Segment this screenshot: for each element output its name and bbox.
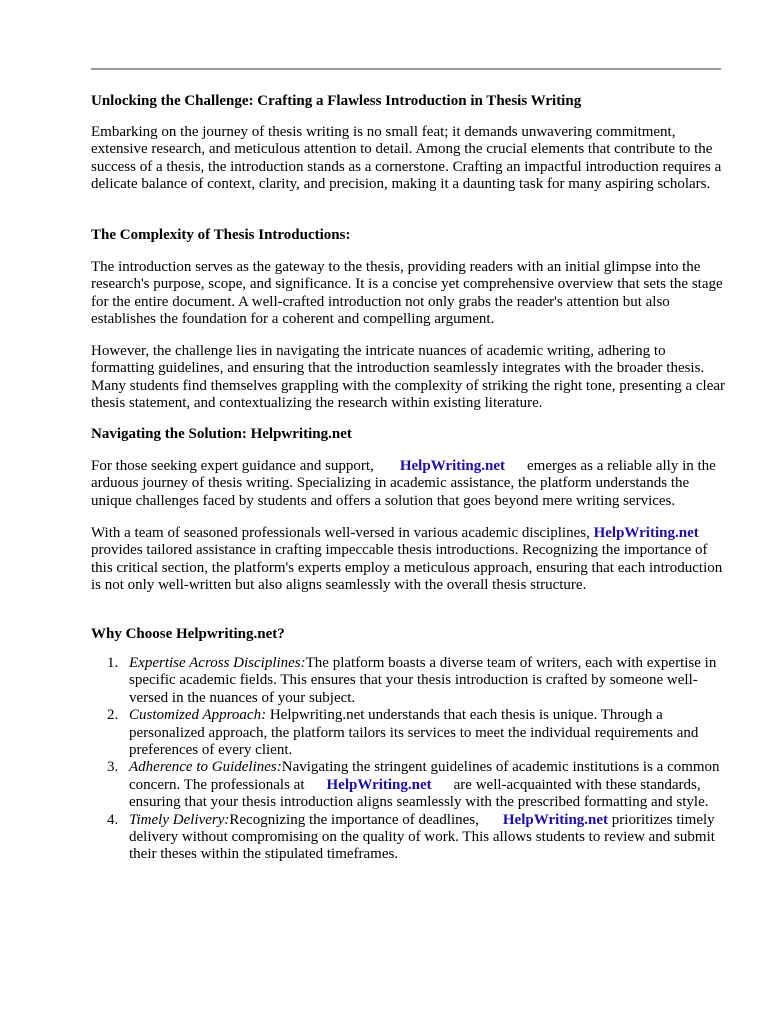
list-item-text-before: Navigating the stringent guidelines of academic institutions is a common concern. The professionals at	[129, 759, 720, 793]
list-item-label: Adherence to Guidelines:	[129, 759, 282, 776]
reasons-list	[91, 655, 727, 864]
list-number: 1.	[107, 655, 119, 671]
list-item-label: Customized Approach:	[129, 707, 267, 724]
solution-p2-before: With a team of seasoned professionals well-versed in various academic disciplines,	[91, 525, 590, 541]
list-item	[91, 812, 727, 864]
complexity-paragraph-1: The introduction serves as the gateway to the thesis, providing readers with an initial glimpse into the research's purpose, scope, and significance. It is a concise yet comprehensive overview that sets the stage for the entire document. A well-crafted introduction not only grabs the reader's attention but also establishes the foundation for a coherent and compelling argument.	[91, 259, 723, 328]
list-item	[91, 707, 727, 759]
solution-p1-after: emerges as a reliable ally in the arduous journey of thesis writing. Specializing in academic assistance, the platform understands the unique challenges faced by students and offers a solution that goes beyond mere writing services.	[91, 458, 716, 509]
list-item-text: The platform boasts a diverse team of writers, each with expertise in specific academic fields. This ensures that your thesis introduction is crafted by someone well-versed in the nuances of your subject.	[129, 655, 717, 706]
complexity-paragraph-2: However, the challenge lies in navigating the intricate nuances of academic writing, adhering to formatting guidelines, and ensuring that the introduction seamlessly integrates with the broader thesis. Many students find themselves grappling with the complexity of striking the right tone, presenting a clear thesis statement, and contextualizing the research within existing literature.	[91, 343, 726, 412]
list-item	[91, 759, 727, 811]
solution-heading: Navigating the Solution: Helpwriting.net	[91, 426, 352, 442]
list-number: 4.	[107, 811, 119, 828]
list-item-text-after: are well-acquainted with these standards, ensuring that your thesis introduction aligns seamlessly with the prescribed formatting and style.	[129, 776, 709, 811]
list-item-text-before: Recognizing the importance of deadlines,	[229, 811, 479, 828]
list-item-text: Helpwriting.net understands that each thesis is unique. Through a personalized approach, the platform tailors its services to meet the individual requirements and preferences of every client.	[129, 707, 699, 759]
helpwriting-link[interactable]: HelpWriting.net	[399, 458, 505, 474]
list-number: 3.	[107, 759, 119, 776]
helpwriting-link[interactable]: HelpWriting.net	[593, 525, 699, 541]
solution-p1-before: For those seeking expert guidance and support,	[91, 458, 374, 474]
top-divider	[91, 68, 721, 70]
intro-paragraph: Embarking on the journey of thesis writing is no small feat; it demands unwavering commitment, extensive research, and meticulous attention to detail. Among the crucial elements that contribute to the success of a thesis, the introduction stands as a cornerstone. Crafting an impactful introduction requires a delicate balance of context, clarity, and precision, making it a daunting task for many aspiring scholars.	[91, 124, 722, 193]
why-heading: Why Choose Helpwriting.net?	[91, 626, 285, 642]
list-item-label: Timely Delivery:	[129, 811, 230, 828]
list-item	[91, 655, 727, 707]
list-item-label: Expertise Across Disciplines:	[129, 655, 306, 671]
solution-paragraph-1	[91, 458, 727, 510]
solution-p2-after: provides tailored assistance in crafting impeccable thesis introductions. Recognizing the importance of this critical section, the platform's experts employ a meticulous approach, ensuring that each introduction is not only well-written but also aligns seamlessly with the overall thesis structure.	[91, 542, 723, 594]
document-title: Unlocking the Challenge: Crafting a Flawless Introduction in Thesis Writing	[91, 93, 582, 109]
list-item-text-after: prioritizes timely delivery without compromising on the quality of work. This allows students to review and submit their theses within the stipulated timeframes.	[129, 811, 715, 863]
list-number: 2.	[107, 707, 119, 724]
complexity-heading: The Complexity of Thesis Introductions:	[91, 227, 351, 243]
helpwriting-link[interactable]: HelpWriting.net	[326, 776, 432, 793]
solution-paragraph-2	[91, 525, 727, 595]
helpwriting-link[interactable]: HelpWriting.net	[502, 811, 609, 828]
